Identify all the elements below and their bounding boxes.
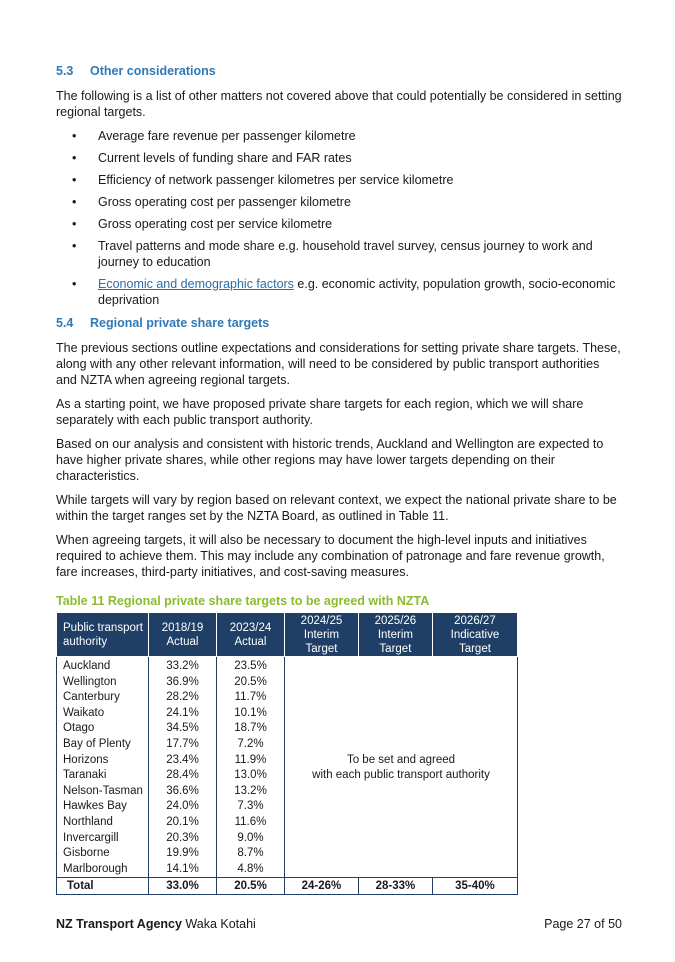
value-2023-24-cell: 13.0% xyxy=(217,768,285,784)
region-cell: Auckland xyxy=(57,657,149,675)
col-header-2018-19: 2018/19 Actual xyxy=(149,613,217,657)
value-2018-19-cell: 33.2% xyxy=(149,657,217,675)
col-header-authority: Public transport authority xyxy=(57,613,149,657)
total-2024-25-cell: 24-26% xyxy=(285,878,359,895)
paragraph: While targets will vary by region based on relevant context, we expect the national private share to be within the target ranges set by the NZTA Board, as outlined in Table 11. xyxy=(56,493,617,523)
list-item: • Current levels of funding share and FAR rates xyxy=(72,151,352,165)
value-2023-24-cell: 23.5% xyxy=(217,657,285,675)
region-cell: Bay of Plenty xyxy=(57,737,149,753)
value-2018-19-cell: 20.1% xyxy=(149,815,217,831)
list-item: • Efficiency of network passenger kilometres per service kilometre xyxy=(72,173,454,187)
region-cell: Northland xyxy=(57,815,149,831)
value-2023-24-cell: 4.8% xyxy=(217,862,285,878)
page-number: Page 27 of 50 xyxy=(544,917,622,931)
table-total-row xyxy=(57,878,518,895)
value-2018-19-cell: 36.9% xyxy=(149,675,217,691)
list-item: • Travel patterns and mode share e.g. household travel survey, census journey to work and journey to education xyxy=(72,239,593,269)
private-share-targets-table xyxy=(56,612,518,895)
value-2023-24-cell: 10.1% xyxy=(217,706,285,722)
region-cell: Taranaki xyxy=(57,768,149,784)
list-item: • Average fare revenue per passenger kilometre xyxy=(72,129,356,143)
value-2018-19-cell: 24.0% xyxy=(149,799,217,815)
col-header-2023-24: 2023/24 Actual xyxy=(217,613,285,657)
value-2023-24-cell: 7.2% xyxy=(217,737,285,753)
value-2023-24-cell: 20.5% xyxy=(217,675,285,691)
region-cell: Waikato xyxy=(57,706,149,722)
value-2023-24-cell: 8.7% xyxy=(217,846,285,862)
value-2023-24-cell: 11.9% xyxy=(217,753,285,769)
value-2018-19-cell: 19.9% xyxy=(149,846,217,862)
region-cell: Horizons xyxy=(57,753,149,769)
col-header-2025-26: 2025/26 Interim Target xyxy=(358,613,432,657)
value-2018-19-cell: 28.2% xyxy=(149,690,217,706)
total-label-cell: Total xyxy=(57,878,149,895)
value-2018-19-cell: 23.4% xyxy=(149,753,217,769)
paragraph: Based on our analysis and consistent with historic trends, Auckland and Wellington are expected to have higher private shares, while other regions may have lower targets depending on their characteristics. xyxy=(56,437,604,483)
paragraph: The previous sections outline expectations and considerations for setting private share targets. These, along with any other relevant information, will need to be considered by public transport authorities and NZTA when agreeing regional targets. xyxy=(56,341,621,387)
value-2018-19-cell: 14.1% xyxy=(149,862,217,878)
region-cell: Gisborne xyxy=(57,846,149,862)
paragraph: When agreeing targets, it will also be necessary to document the high-level inputs and initiatives required to achieve them. This may include any combination of patronage and fare revenue growth, fare increases, third-party initiatives, and cost-saving measures. xyxy=(56,533,605,579)
paragraph: As a starting point, we have proposed private share targets for each region, which we will share separately with each public transport authority. xyxy=(56,397,584,427)
table-row xyxy=(57,657,518,675)
footer-org: NZ Transport Agency Waka Kotahi xyxy=(56,917,256,931)
value-2018-19-cell: 28.4% xyxy=(149,768,217,784)
value-2018-19-cell: 17.7% xyxy=(149,737,217,753)
total-2026-27-cell: 35-40% xyxy=(432,878,517,895)
region-cell: Nelson-Tasman xyxy=(57,784,149,800)
region-cell: Hawkes Bay xyxy=(57,799,149,815)
region-cell: Wellington xyxy=(57,675,149,691)
region-cell: Marlborough xyxy=(57,862,149,878)
total-2025-26-cell: 28-33% xyxy=(358,878,432,895)
value-2018-19-cell: 20.3% xyxy=(149,831,217,847)
table-caption: Table 11 Regional private share targets to be agreed with NZTA xyxy=(56,594,430,608)
document-page xyxy=(56,64,622,895)
region-cell: Otago xyxy=(57,721,149,737)
list-item: • Gross operating cost per passenger kilometre xyxy=(72,195,351,209)
total-2018-19-cell: 33.0% xyxy=(149,878,217,895)
value-2023-24-cell: 13.2% xyxy=(217,784,285,800)
value-2023-24-cell: 18.7% xyxy=(217,721,285,737)
value-2018-19-cell: 36.6% xyxy=(149,784,217,800)
section-heading-5-3: 5.3 Other considerations xyxy=(56,64,216,78)
considerations-list xyxy=(56,128,622,308)
region-cell: Canterbury xyxy=(57,690,149,706)
value-2018-19-cell: 34.5% xyxy=(149,721,217,737)
table-body xyxy=(57,657,518,895)
value-2018-19-cell: 24.1% xyxy=(149,706,217,722)
value-2023-24-cell: 9.0% xyxy=(217,831,285,847)
table-header-row xyxy=(57,613,518,657)
value-2023-24-cell: 11.7% xyxy=(217,690,285,706)
economic-factors-link[interactable]: Economic and demographic factors xyxy=(98,277,294,291)
region-cell: Invercargill xyxy=(57,831,149,847)
value-2023-24-cell: 11.6% xyxy=(217,815,285,831)
col-header-2026-27: 2026/27 Indicative Target xyxy=(432,613,517,657)
list-item: • Gross operating cost per service kilometre xyxy=(72,217,333,231)
page-footer xyxy=(56,917,622,931)
section-5-3-intro: The following is a list of other matters not covered above that could potentially be considered in setting regional targets. xyxy=(56,89,622,119)
col-header-2024-25: 2024/25 Interim Target xyxy=(285,613,359,657)
section-heading-5-4: 5.4 Regional private share targets xyxy=(56,316,270,330)
list-item: • Economic and demographic factors e.g. economic activity, population growth, socio-economic deprivation xyxy=(72,277,616,307)
value-2023-24-cell: 7.3% xyxy=(217,799,285,815)
total-2023-24-cell: 20.5% xyxy=(217,878,285,895)
targets-note-cell: To be set and agreed with each public transport authority xyxy=(285,657,518,878)
